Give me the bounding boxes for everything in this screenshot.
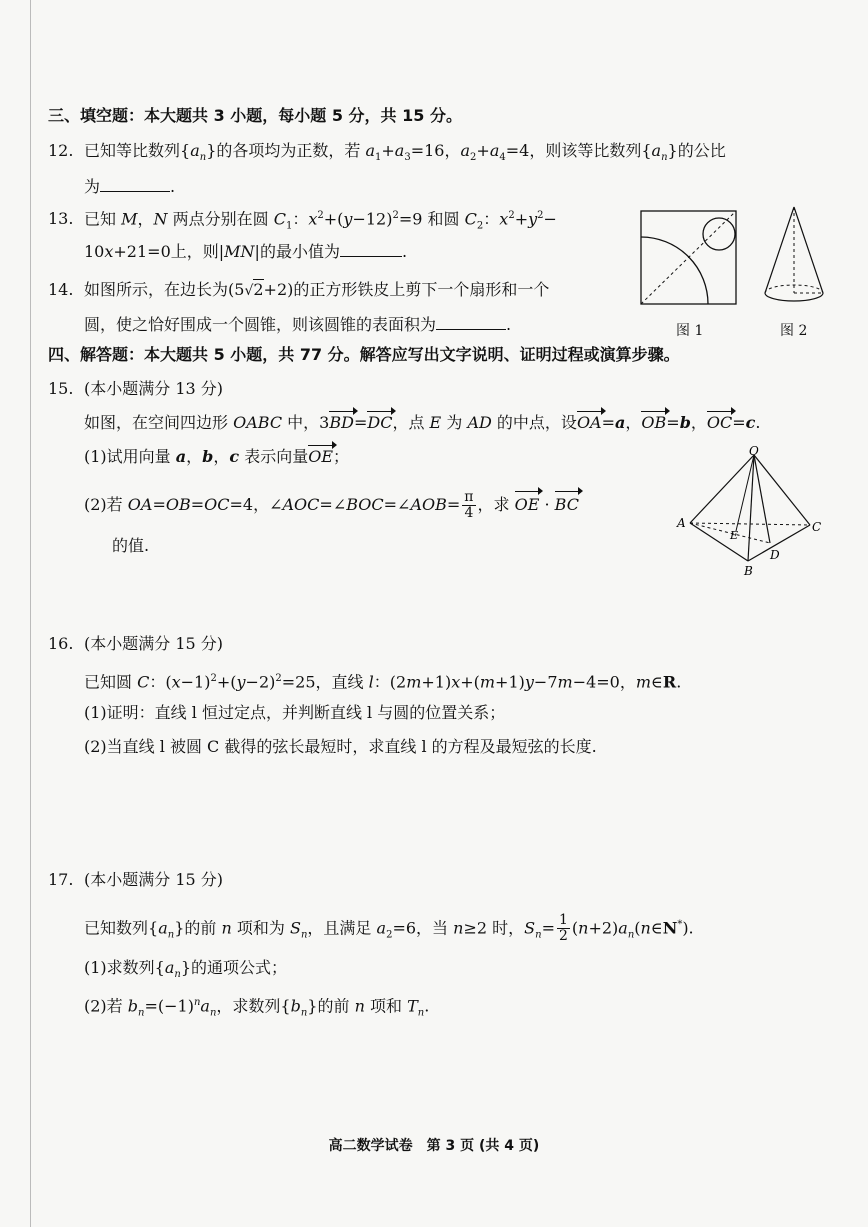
q15-text: 为 [446, 413, 463, 432]
question-number: 15. [48, 379, 74, 398]
q15-text: ，求 [477, 495, 510, 514]
answer-blank[interactable] [340, 240, 402, 257]
figure-2-label: 图 2 [780, 323, 808, 339]
question-16-part2: (2)当直线 l 被圆 C 截得的弦长最短时，求直线 l 的方程及最短弦的长度. [84, 737, 597, 756]
q15-text: 中，3 [287, 413, 330, 432]
question-12: 12. 已知等比数列$\{a_n\}$的各项均为正数，若 $a_1+a_3=16$，$a_2+a_4=4$，则该等比数列$\{a_n\}$的公比 [48, 141, 726, 164]
q17-text: 时， [492, 918, 525, 938]
q12-text: 为 [84, 177, 101, 196]
pi-over-4: $\frac{\pi}{4}$ [464, 489, 474, 521]
q12-text: ，则该等比数列{ [529, 141, 652, 160]
question-17-header [48, 870, 223, 890]
figure-tetrahedron [674, 445, 828, 580]
score-note: (本小题满分 15 分) [84, 634, 224, 653]
q17-text: (1)求数列{ [84, 958, 165, 977]
question-number: 12. [48, 141, 74, 160]
q17-text: }的前 [174, 918, 217, 938]
q14-text: 圆，使之恰好围成一个圆锥，则该圆锥的表面积为 [84, 315, 437, 334]
answer-blank[interactable] [100, 175, 170, 192]
question-number: 16. [48, 634, 74, 653]
q15-text: (2)若 [84, 495, 123, 514]
q16-text: ， [619, 672, 636, 692]
question-15-header [48, 379, 223, 399]
q14-text: 如图所示，在边长为(5 [84, 280, 245, 299]
question-12-line2 [84, 175, 175, 197]
q15-text: 表示向量 [244, 447, 309, 466]
q15-text: (1)试用向量 [84, 447, 171, 466]
question-17-part2: (2)若 $b_n=(-1)^na_n$，求数列$\{b_n\}$的前 n 项和 $T_n$. [84, 996, 430, 1019]
q17-text: (2)若 [84, 996, 123, 1016]
question-13-line2: 10x+21=0上，则|MN|的最小值为 . [84, 242, 408, 261]
vertex-C: C [812, 520, 822, 534]
question-15-part2: (2)若 OA=OB=OC=4，∠AOC=∠BOC=∠AOB= $\frac{\pi}{4}$ ，求 OE · BC [84, 489, 579, 521]
question-15-intro: 如图，在空间四边形 OABC 中，3BD=DC，点 E 为 AD 的中点，设OA=a，OB=b，OC=c. [84, 413, 761, 432]
q17-text: 项和为 [236, 918, 285, 938]
q17-text: ，当 [416, 918, 449, 938]
figure-2-cone [762, 205, 826, 307]
question-15-end: 的值. [112, 536, 150, 555]
vertex-D: D [770, 548, 780, 562]
q15-text: 如图，在空间四边形 [84, 413, 229, 432]
vertex-B: B [744, 564, 753, 578]
vertex-O: O [749, 445, 759, 458]
question-14-line2 [84, 313, 511, 335]
q16-text: 已知圆 [84, 672, 133, 692]
question-number: 14. [48, 280, 74, 299]
question-16-intro: 已知圆 C：$(x-1)^2+(y-2)^2=25$，直线 l：(2m+1)x+(m+1)y−7m−4=0，m∈R. [84, 672, 682, 692]
question-number: 17. [48, 870, 74, 889]
q12-text: . [170, 177, 176, 196]
question-17-intro: 已知数列$\{a_n\}$的前 n 项和为 $S_n$，且满足 $a_2=6$，当 n≥2 时，$S_n=$ $\frac{1}{2}$ $(n+2)a_n(n\in N^*)$. [84, 912, 694, 945]
q13-text: 和圆 [427, 209, 460, 229]
page-footer: 高二数学试卷 第 3 页 (共 4 页) [328, 1138, 540, 1154]
question-16-part1: (1)证明：直线 l 恒过定点，并判断直线 l 与圆的位置关系； [84, 703, 506, 722]
q15-text: ，点 [392, 413, 425, 432]
q14-text: . [506, 315, 512, 334]
question-13: 13. 已知 M，N 两点分别在圆 $C_1$：$x^2+(y-12)^2=9$ 和圆 $C_2$：$x^2+y^2-$ [48, 209, 557, 232]
question-17-part1: (1)求数列$\{a_n\}$的通项公式； [84, 958, 288, 981]
section-4-heading: 四、解答题：本大题共 5 小题，共 77 分。解答应写出文字说明、证明过程或演算步骤。 [48, 345, 680, 364]
q17-text: ，且满足 [307, 918, 372, 938]
figure-1-label: 图 1 [676, 323, 704, 339]
q14-text: +2)的正方形铁皮上剪下一个扇形和一个 [263, 280, 550, 299]
question-15-part1: (1)试用向量 a，b，c 表示向量OE； [84, 447, 350, 466]
q12-text: }的各项均为正数，若 [206, 141, 361, 160]
vertex-A: A [677, 516, 686, 530]
q17-text: 已知数列{ [84, 918, 159, 938]
q13-text: 的最小值为 [259, 242, 340, 261]
q13-text: 两点分别在圆 [172, 209, 269, 229]
q12-text: 已知等比数列{ [84, 141, 191, 160]
q13-text: 已知 [84, 209, 117, 229]
q15-text: 的中点，设 [496, 413, 577, 432]
question-14: 14. 如图所示，在边长为(5√2+2)的正方形铁皮上剪下一个扇形和一个 [48, 280, 550, 299]
vertex-E: E [730, 529, 739, 542]
q12-text: }的公比 [667, 141, 726, 160]
answer-blank[interactable] [436, 313, 506, 330]
q17-text: ，求数列{ [216, 996, 291, 1016]
binding-line [30, 0, 31, 1227]
score-note: (本小题满分 13 分) [84, 379, 224, 398]
question-16-header [48, 634, 223, 654]
q17-text: 项和 [369, 996, 402, 1016]
figure-1-square-sector [640, 210, 738, 306]
q17-text: }的通项公式； [180, 958, 288, 977]
score-note: (本小题满分 15 分) [84, 870, 224, 889]
q13-text: 上，则 [170, 242, 219, 261]
question-number: 13. [48, 209, 74, 229]
q13-text: . [401, 242, 408, 261]
section-3-heading: 三、填空题：本大题共 3 小题，每小题 5 分，共 15 分。 [48, 106, 462, 125]
one-half: $\frac{1}{2}$ [558, 912, 568, 945]
q17-text: }的前 [307, 996, 350, 1016]
q16-text: ，直线 [315, 672, 364, 692]
